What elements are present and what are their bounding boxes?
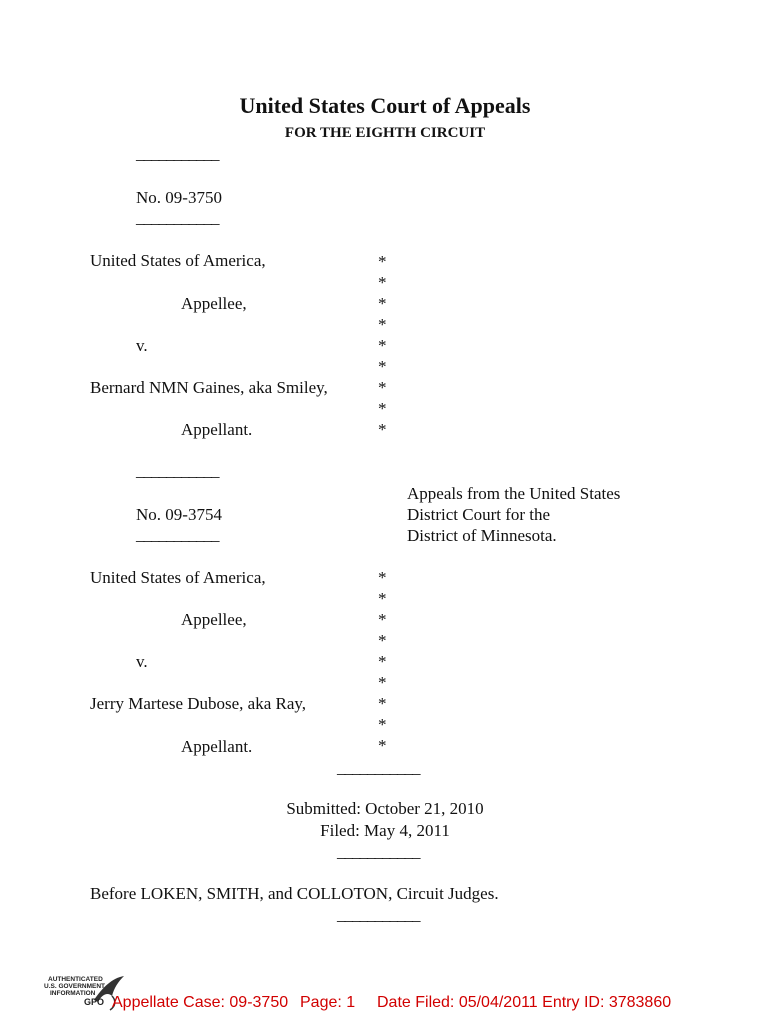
footer-filed: Date Filed: 05/04/2011 Entry ID: 3783860: [377, 994, 672, 1011]
caption-star: *: [378, 273, 387, 292]
case2-defendant-role: Appellant.: [181, 737, 253, 756]
separator-line: ___________: [136, 525, 219, 544]
caption-star: *: [378, 294, 387, 313]
case1-plaintiff: United States of America,: [90, 251, 266, 270]
separator-line: ___________: [136, 208, 219, 227]
separator-line: ___________: [337, 905, 420, 924]
footer-page: Page: 1: [300, 994, 356, 1011]
filed-date: Filed: May 4, 2011: [320, 821, 450, 840]
case1-plaintiff-role: Appellee,: [181, 294, 247, 313]
caption-star: *: [378, 568, 387, 587]
caption-star: *: [378, 336, 387, 355]
case1-versus: v.: [136, 336, 148, 355]
court-title: United States Court of Appeals: [239, 93, 531, 118]
case2-defendant: Jerry Martese Dubose, aka Ray,: [90, 694, 307, 713]
caption-star: *: [378, 694, 387, 713]
caption-star: *: [378, 589, 387, 608]
case2-plaintiff-role: Appellee,: [181, 610, 247, 629]
caption-star: *: [378, 315, 387, 334]
appeal-note-line: District of Minnesota.: [407, 526, 557, 545]
case2-versus: v.: [136, 652, 148, 671]
separator-line: ___________: [136, 461, 219, 480]
case-number: No. 09-3750: [136, 188, 222, 207]
appeal-note-line: Appeals from the United States: [407, 484, 621, 503]
panel-judges: Before LOKEN, SMITH, and COLLOTON, Circuit Judges.: [90, 884, 499, 903]
caption-star: *: [378, 399, 387, 418]
gpo-authenticated-logo: AUTHENTICATED U.S. GOVERNMENT INFORMATION GPO: [42, 970, 132, 1014]
caption-star: *: [378, 652, 387, 671]
separator-line: ___________: [136, 144, 219, 163]
case1-defendant: Bernard NMN Gaines, aka Smiley,: [90, 378, 328, 397]
caption-star: *: [378, 631, 387, 650]
case-number: No. 09-3754: [136, 505, 222, 524]
submitted-date: Submitted: October 21, 2010: [286, 799, 484, 818]
caption-star: *: [378, 252, 387, 271]
caption-star: *: [378, 420, 387, 439]
case2-plaintiff: United States of America,: [90, 568, 266, 587]
appeal-note-line: District Court for the: [407, 505, 551, 524]
circuit-subtitle: FOR THE EIGHTH CIRCUIT: [284, 125, 486, 141]
footer-case: Appellate Case: 09-3750: [112, 994, 289, 1011]
caption-star: *: [378, 715, 387, 734]
separator-line: ___________: [337, 842, 420, 861]
separator-line: ___________: [337, 758, 420, 777]
caption-star: *: [378, 673, 387, 692]
caption-star: *: [378, 357, 387, 376]
case1-defendant-role: Appellant.: [181, 420, 253, 439]
caption-star: *: [378, 378, 387, 397]
caption-star: *: [378, 610, 387, 629]
caption-star: *: [378, 736, 387, 755]
